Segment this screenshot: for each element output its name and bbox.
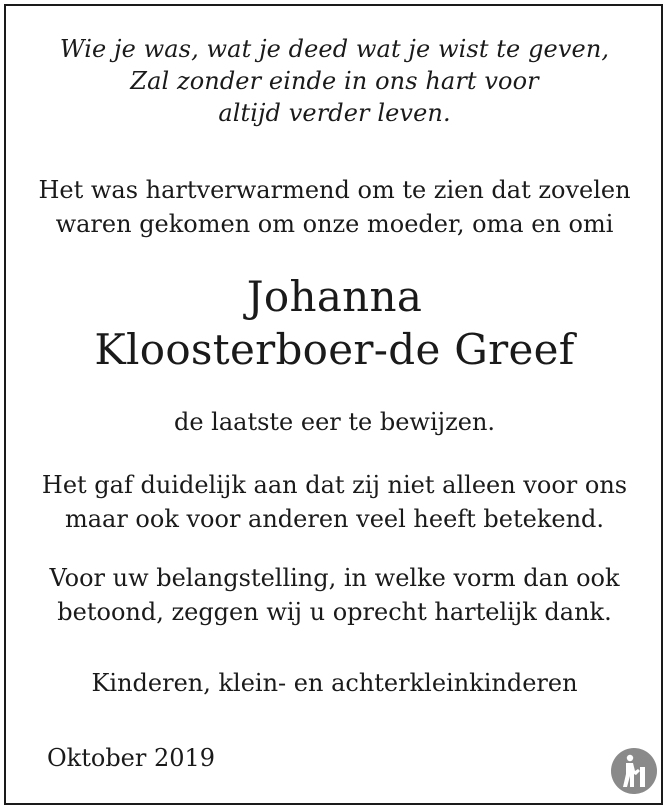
- date-text: Oktober 2019: [47, 744, 216, 772]
- tribute-line: de laatste eer te bewijzen.: [173, 408, 496, 436]
- thanks-text: [0, 561, 669, 629]
- significance-line-2: maar ook voor anderen veel heeft betekend.: [64, 505, 605, 533]
- thanks-line-2: betoond, zeggen wij u oprecht hartelijk dank.: [57, 598, 612, 626]
- family-signature: [0, 666, 669, 700]
- tribute-text: [0, 405, 669, 439]
- logo-head: [627, 755, 633, 761]
- significance-line-1: Het gaf duidelijk aan dat zij niet alleen voor ons: [41, 471, 628, 499]
- poem-line-3: altijd verder leven.: [218, 99, 451, 127]
- family-line: Kinderen, klein- en achterkleinkinderen: [91, 669, 578, 697]
- deceased-name: [0, 270, 669, 376]
- intro-text: [0, 173, 669, 241]
- significance-text: [0, 468, 669, 536]
- thanks-line-1: Voor uw belangstelling, in welke vorm dan ook: [49, 564, 620, 592]
- deceased-first-name: Johanna: [246, 272, 423, 321]
- poem-verse: [0, 33, 669, 129]
- intro-line-1: Het was hartverwarmend om te zien dat zovelen: [38, 176, 631, 204]
- memorial-logo-icon: [610, 747, 658, 795]
- poem-line-2: Zal zonder einde in ons hart voor: [130, 67, 539, 95]
- deceased-surname: Kloosterboer-de Greef: [94, 325, 575, 374]
- memorial-logo-svg: [610, 747, 658, 795]
- logo-stone: [640, 767, 645, 787]
- intro-line-2: waren gekomen om onze moeder, oma en omi: [55, 210, 614, 238]
- poem-line-1: Wie je was, wat je deed wat je wist te geven,: [59, 35, 610, 63]
